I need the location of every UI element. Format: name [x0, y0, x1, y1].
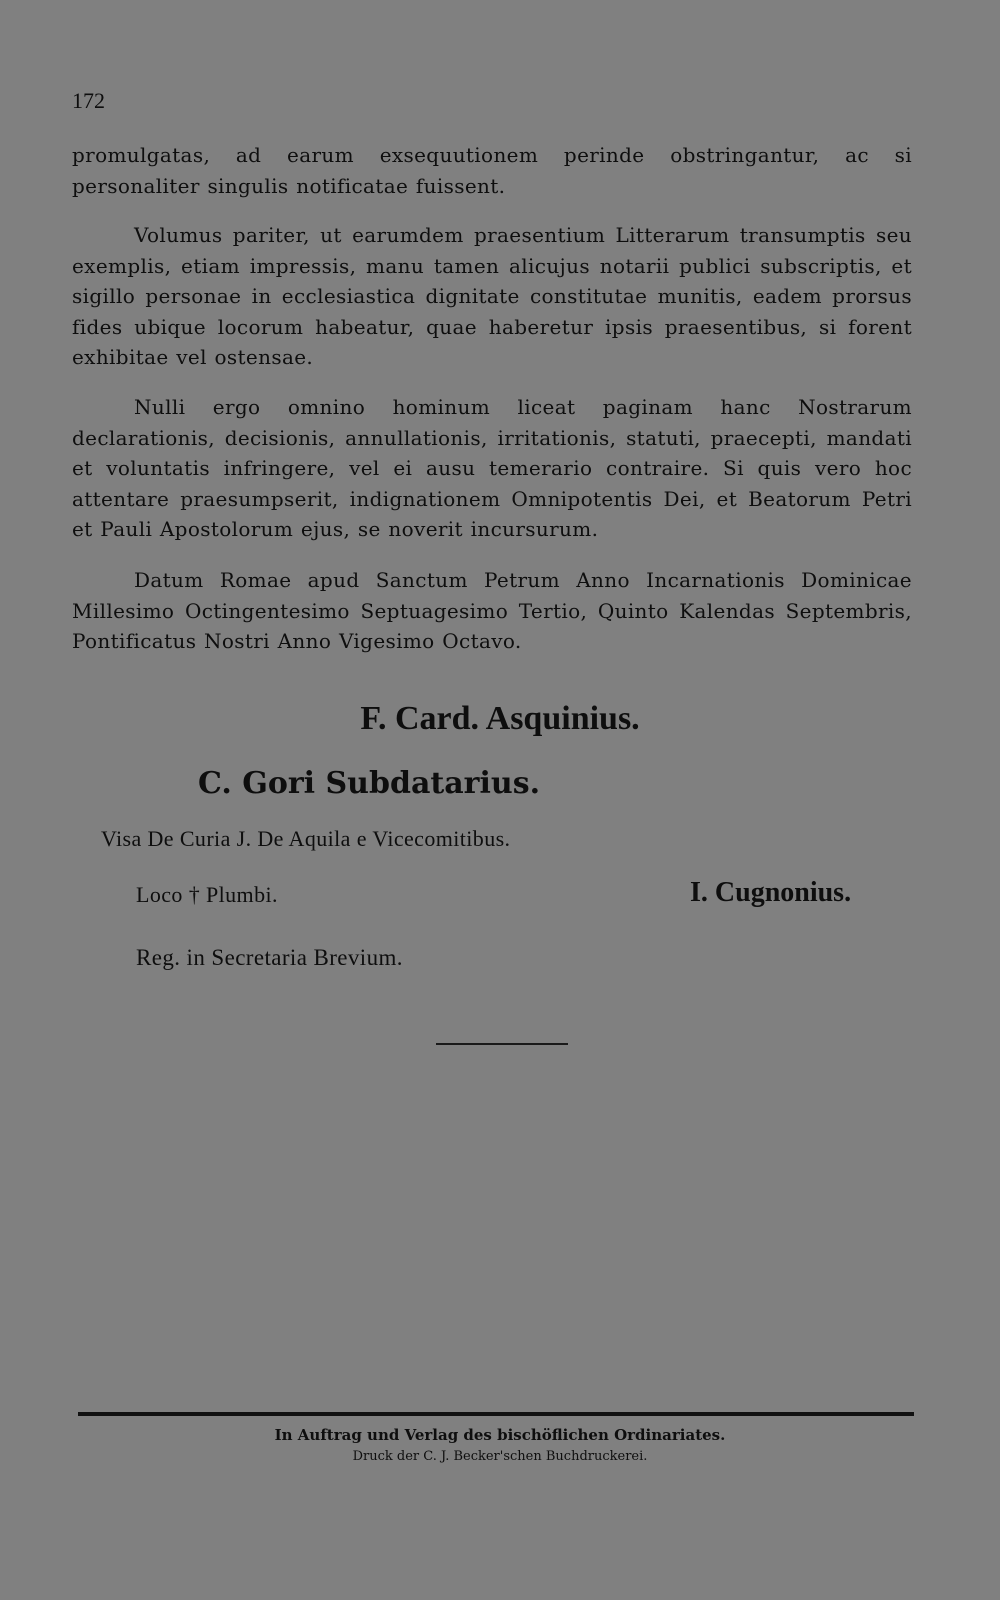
signature-subdatarius: C. Gori Subdatarius. [198, 766, 541, 801]
footer-rule [78, 1412, 914, 1416]
imprint-printer: Druck der C. J. Becker'schen Buchdruckerei. [352, 1449, 648, 1464]
paragraph-volumus: Volumus pariter, ut earumdem praesentium Litterarum transumptis seu exemplis, etiam impressis, manu tamen alicujus notarii publici subscriptis, et sigillo personae in ecclesiastica dignitate constitutae munitis, eadem prorsus fides ubique locorum habeatur, quae haberetur ipsis praesentibus, si forent exhibitae vel ostensae. [72, 223, 912, 369]
paragraph-nulli: Nulli ergo omnino hominum liceat paginam hanc Nostrarum declarationis, decisionis, annullationis, irritationis, statuti, praecepti, mandati et voluntatis infringere, vel ei ausu temerario contraire. Si quis vero hoc attentare praesumpserit, indignationem Omnipotentis Dei, et Beatorum Petri et Pauli Apostolorum ejus, se noverit incursurum. [72, 395, 912, 541]
signature-cardinal: F. Card. Asquinius. [360, 700, 640, 737]
signature-cugnonius: I. Cugnonius. [690, 877, 852, 908]
page-number: 172 [72, 88, 105, 113]
visa-line: Visa De Curia J. De Aquila e Vicecomitibus. [101, 826, 511, 851]
registration-line: Reg. in Secretaria Brevium. [136, 945, 403, 970]
paragraph-continuation: promulgatas, ad earum exsequutionem perinde obstringantur, ac si personaliter singulis notificatae fuissent. [72, 143, 912, 198]
imprint-publisher: In Auftrag und Verlag des bischöflichen Ordinariates. [274, 1426, 726, 1444]
loco-plumbi-line: Loco † Plumbi. [136, 882, 278, 907]
paragraph-datum: Datum Romae apud Sanctum Petrum Anno Incarnationis Dominicae Millesimo Octingentesimo Septuagesimo Tertio, Quinto Kalendas Septembris, Pontificatus Nostri Anno Vigesimo Octavo. [72, 568, 912, 653]
section-divider [436, 1043, 568, 1045]
